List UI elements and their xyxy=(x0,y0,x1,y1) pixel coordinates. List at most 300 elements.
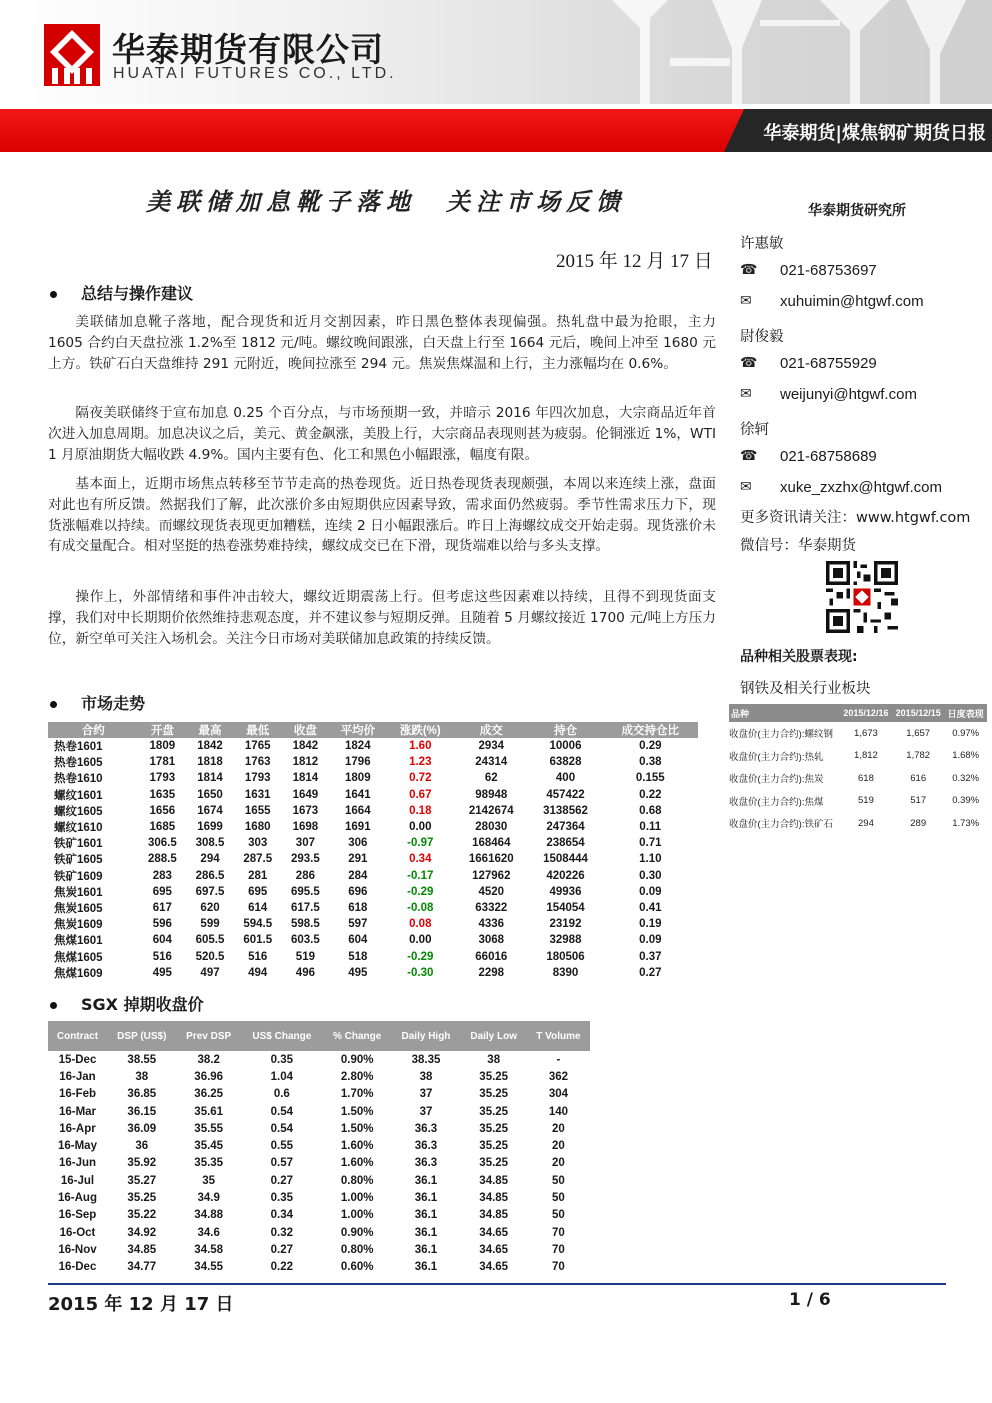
table-cell: 螺纹1610 xyxy=(54,822,103,835)
table-cell: 0.11 xyxy=(639,821,662,834)
bullet-icon xyxy=(50,1002,57,1009)
table-cell: 1,657 xyxy=(906,727,931,739)
table-cell: 螺纹1605 xyxy=(54,805,103,818)
table-cell: 0.55 xyxy=(270,1140,294,1153)
table-cell: 0.30 xyxy=(639,869,662,882)
table-row xyxy=(48,803,698,819)
table-cell: 32988 xyxy=(549,934,582,947)
table-cell: 618 xyxy=(858,772,874,784)
table-cell: 420226 xyxy=(546,869,585,882)
table-cell: 1673 xyxy=(292,804,319,817)
table-cell: 1.60% xyxy=(340,1140,374,1153)
table-cell: 1.04 xyxy=(270,1070,294,1083)
table-cell: 288.5 xyxy=(147,853,177,866)
table-cell: 1796 xyxy=(345,756,371,769)
table-row xyxy=(48,884,698,900)
table-cell: 1,782 xyxy=(906,750,931,762)
table-cell: 599 xyxy=(200,918,220,931)
table-cell: 293.5 xyxy=(291,853,320,866)
report-tag: 华泰期货|煤焦钢矿期货日报 xyxy=(763,123,986,144)
table-cell: 597 xyxy=(348,918,368,931)
table-cell: 238654 xyxy=(546,837,585,850)
table-cell: 0.27 xyxy=(270,1243,294,1256)
table-cell: 518 xyxy=(348,950,368,963)
table-cell: 247364 xyxy=(546,821,585,834)
table-cell: 0.19 xyxy=(639,918,662,931)
table-cell: 1698 xyxy=(292,821,319,834)
table-cell: 0.90% xyxy=(340,1053,374,1066)
table-header: DSP (US$) xyxy=(107,1021,177,1051)
company-logo xyxy=(44,24,100,86)
table-cell: 2934 xyxy=(478,740,505,753)
table-cell: 0.08 xyxy=(409,918,432,931)
table-cell: 34.6 xyxy=(197,1226,220,1239)
table-cell: 0.27 xyxy=(639,966,662,979)
analyst-name: 尉俊毅 xyxy=(740,329,784,345)
table-row xyxy=(48,1241,590,1258)
table-cell: 35.27 xyxy=(127,1174,157,1187)
section-heading-market xyxy=(50,691,145,714)
table-cell: 16-Jun xyxy=(58,1157,97,1170)
table-cell: 35.25 xyxy=(127,1192,157,1205)
analyst-phone: 021-68753697 xyxy=(780,262,877,279)
table-cell: 1.60 xyxy=(409,740,432,753)
table-cell: 1763 xyxy=(244,756,271,769)
table-cell: 0.54 xyxy=(270,1105,294,1118)
table-row xyxy=(48,1068,590,1085)
table-cell: 铁矿1609 xyxy=(54,870,103,883)
table-cell: 1,812 xyxy=(854,750,878,762)
table-cell: 281 xyxy=(248,869,268,882)
table-cell: 50 xyxy=(552,1209,565,1222)
table-cell: 34.65 xyxy=(479,1243,509,1256)
table-header: Daily Low xyxy=(461,1021,527,1051)
table-cell: 37 xyxy=(419,1088,433,1101)
table-cell: 4336 xyxy=(478,918,505,931)
table-cell: 1649 xyxy=(292,788,319,801)
table-cell: 热卷1605 xyxy=(54,757,103,770)
table-cell: 38 xyxy=(419,1070,433,1083)
stock-performance-heading: 品种相关股票表现: xyxy=(740,649,858,665)
table-cell: 0.155 xyxy=(635,772,665,785)
table-cell: 35.25 xyxy=(479,1122,509,1135)
table-row xyxy=(48,754,698,770)
table-cell: 38.35 xyxy=(411,1053,441,1066)
table-cell: 1.50% xyxy=(340,1105,374,1118)
table-row xyxy=(48,948,698,964)
table-cell: 1.00% xyxy=(340,1209,374,1222)
email-icon: ✉ xyxy=(740,293,752,309)
table-cell: 收盘价(主力合约):焦炭 xyxy=(729,774,824,786)
table-cell: 1824 xyxy=(345,740,371,753)
table-cell: 1.73% xyxy=(952,817,980,829)
table-cell: 0.09 xyxy=(639,885,662,898)
table-cell: 1635 xyxy=(149,788,176,801)
table-row xyxy=(729,722,987,745)
table-cell: 362 xyxy=(548,1070,568,1083)
table-cell: 焦煤1609 xyxy=(54,967,103,980)
table-row xyxy=(48,1137,590,1154)
analyst-name: 徐轲 xyxy=(740,422,769,438)
table-cell: 519 xyxy=(295,950,315,963)
footer-divider xyxy=(48,1283,946,1285)
table-cell: 34.65 xyxy=(479,1261,509,1274)
table-cell: 1809 xyxy=(149,740,176,753)
table-cell: 23192 xyxy=(549,918,582,931)
table-cell: 0.32% xyxy=(952,772,980,784)
table-cell: 收盘价(主力合约):焦煤 xyxy=(729,796,824,808)
table-cell: 50 xyxy=(552,1174,565,1187)
table-cell: 16-Oct xyxy=(59,1226,96,1239)
table-cell: 3068 xyxy=(478,934,505,947)
table-header: Contract xyxy=(48,1021,107,1051)
table-cell: 焦煤1601 xyxy=(54,935,103,948)
table-cell: 35.25 xyxy=(479,1088,509,1101)
table-cell: 1.50% xyxy=(340,1122,374,1135)
table-cell: 焦炭1605 xyxy=(54,902,103,915)
table-cell: 1793 xyxy=(244,772,271,785)
table-cell: 98948 xyxy=(475,788,508,801)
table-row xyxy=(48,851,698,867)
table-cell: 1818 xyxy=(197,756,223,769)
table-cell: 304 xyxy=(548,1088,568,1101)
table-cell: 49936 xyxy=(549,885,582,898)
table-cell: 34.85 xyxy=(479,1209,509,1222)
table-cell: 519 xyxy=(858,795,874,807)
table-header: 涨跌(%) xyxy=(386,722,454,738)
table-cell: 2142674 xyxy=(468,804,514,817)
table-cell: 热卷1610 xyxy=(54,773,103,786)
table-header: 合约 xyxy=(48,722,138,738)
table-cell: 0.68 xyxy=(639,804,662,817)
table-cell: 0.34 xyxy=(409,853,432,866)
table-cell: -0.30 xyxy=(407,966,434,979)
table-cell: 16-Mar xyxy=(58,1105,97,1118)
table-cell: 604 xyxy=(152,934,172,947)
table-cell: 0.80% xyxy=(340,1174,374,1187)
table-cell: 焦炭1609 xyxy=(54,919,103,932)
table-header: T Volume xyxy=(527,1021,590,1051)
table-header: Prev DSP xyxy=(177,1021,241,1051)
table-cell: 36.1 xyxy=(414,1209,438,1222)
table-cell: 63322 xyxy=(475,901,508,914)
table-header-row xyxy=(729,704,987,722)
table-cell: 36 xyxy=(135,1140,149,1153)
table-header: 成交 xyxy=(454,722,528,738)
table-cell: 1814 xyxy=(197,772,223,785)
table-row xyxy=(48,868,698,884)
section-heading-summary xyxy=(50,281,193,304)
table-row xyxy=(48,965,698,981)
table-cell: 36.1 xyxy=(414,1261,438,1274)
table-cell: - xyxy=(556,1053,561,1066)
table-cell: 螺纹1601 xyxy=(54,789,103,802)
company-name-en: HUATAI FUTURES CO., LTD. xyxy=(113,65,397,82)
analyst-phone: 021-68755929 xyxy=(780,355,877,372)
table-cell: 1793 xyxy=(149,772,176,785)
table-row xyxy=(48,1224,590,1241)
table-cell: 16-Dec xyxy=(58,1261,97,1274)
table-cell: 36.85 xyxy=(127,1088,157,1101)
analyst-email[interactable]: weijunyi@htgwf.com xyxy=(780,386,917,403)
phone-icon: ☎ xyxy=(740,355,758,371)
table-cell: 400 xyxy=(555,772,576,785)
paragraph: 美联储加息靴子落地，配合现货和近月交割因素，昨日黑色整体表现偏强。热轧盘中最为抢眼，主力 1605 合约白天盘拉涨 1.2%至 1812 元/吨。螺纹晚间跟涨，白天盘上行至 1664 元后，晚间上冲至 1680 元上方。铁矿石白天盘维持 291 元附近，晚间拉涨至 294 元。焦炭焦煤温和上行，主力涨幅均在 0.6%。 xyxy=(48,314,716,372)
table-cell: 0.90% xyxy=(340,1226,374,1239)
table-header-row xyxy=(48,1021,590,1051)
table-cell: 0.34 xyxy=(270,1209,294,1222)
table-cell: 1842 xyxy=(197,740,223,753)
table-cell: 0.80% xyxy=(340,1243,374,1256)
table-cell: 铁矿1605 xyxy=(54,854,103,867)
table-row xyxy=(48,1189,590,1206)
table-cell: 603.5 xyxy=(291,934,320,947)
table-cell: 1.10 xyxy=(639,853,662,866)
table-cell: 16-Jan xyxy=(59,1070,96,1083)
table-cell: 36.1 xyxy=(414,1192,438,1205)
table-cell: 34.85 xyxy=(479,1174,509,1187)
section-heading-text: 市场走势 xyxy=(81,694,146,713)
table-cell: 38.55 xyxy=(127,1053,157,1066)
table-cell: 0.97% xyxy=(952,727,980,739)
table-cell: 35.25 xyxy=(479,1140,509,1153)
table-cell: 1650 xyxy=(197,788,223,801)
table-cell: 1814 xyxy=(292,772,319,785)
table-cell: 35.61 xyxy=(194,1105,224,1118)
table-cell: 10006 xyxy=(549,740,582,753)
table-cell: 617 xyxy=(152,901,172,914)
table-row xyxy=(729,745,987,768)
table-cell: 1.00% xyxy=(340,1192,374,1205)
table-cell: 0.18 xyxy=(409,804,432,817)
qr-code-icon xyxy=(826,561,898,633)
table-cell: -0.17 xyxy=(407,869,434,882)
table-cell: 0.60% xyxy=(340,1261,374,1274)
table-cell: 495 xyxy=(152,966,172,979)
table-cell: 34.65 xyxy=(479,1226,509,1239)
table-cell: 34.77 xyxy=(127,1261,157,1274)
table-cell: 1809 xyxy=(345,772,371,785)
table-cell: 494 xyxy=(248,966,268,979)
table-cell: 20 xyxy=(552,1157,565,1170)
table-row xyxy=(48,835,698,851)
more-info-link[interactable]: 更多资讯请关注：www.htgwf.com xyxy=(740,510,971,526)
table-cell: 28030 xyxy=(475,821,508,834)
table-cell: 36.25 xyxy=(194,1088,224,1101)
table-cell: 605.5 xyxy=(195,934,225,947)
table-cell: 303 xyxy=(248,837,268,850)
table-cell: 618 xyxy=(348,901,368,914)
table-cell: 598.5 xyxy=(291,918,320,931)
table-cell: 15-Dec xyxy=(58,1053,97,1066)
table-header: % Change xyxy=(323,1021,391,1051)
table-cell: 66016 xyxy=(475,950,508,963)
table-cell: 1699 xyxy=(197,821,223,834)
table-cell: 614 xyxy=(248,901,268,914)
table-cell: 286.5 xyxy=(195,869,225,882)
table-cell: 35.45 xyxy=(194,1140,224,1153)
table-cell: 36.3 xyxy=(414,1122,438,1135)
table-cell: 收盘价(主力合约):螺纹钢 xyxy=(729,729,833,741)
bullet-icon xyxy=(50,291,57,298)
table-cell: 695.5 xyxy=(291,885,320,898)
table-cell: 16-Jul xyxy=(60,1174,95,1187)
table-cell: 0.67 xyxy=(409,788,432,801)
table-cell: 1680 xyxy=(244,821,271,834)
table-cell: 516 xyxy=(248,950,268,963)
stock-table xyxy=(729,704,987,835)
table-cell: 0.54 xyxy=(270,1122,294,1135)
paragraph: 基本面上，近期市场焦点转移至节节走高的热卷现货。近日热卷现货表现颇强，本周以来连续上涨，盘面对此也有所反馈。然据我们了解，此次涨价多由短期供应因素导致，需求面仍然疲弱。季节性需求压力下，现货涨幅难以持续。而螺纹现货表现更加糟糕，连续 2 日小幅跟涨后。昨日上海螺纹成交开始走弱。现货涨价未有成交量配合。相对坚挺的热卷涨势难持续，螺纹成交已在下滑，现货端难以给与多头支撑。 xyxy=(48,476,716,555)
table-cell: 35 xyxy=(202,1174,216,1187)
table-cell: 520.5 xyxy=(195,950,225,963)
table-header: 2015/12/16 xyxy=(840,704,892,722)
table-cell: 34.58 xyxy=(194,1243,224,1256)
table-cell: 0.27 xyxy=(270,1174,294,1187)
table-cell: 594.5 xyxy=(243,918,273,931)
table-cell: 35.25 xyxy=(479,1070,509,1083)
table-cell: 38.2 xyxy=(197,1053,220,1066)
table-cell: 168464 xyxy=(472,837,511,850)
table-row xyxy=(48,1172,590,1189)
table-cell: 收盘价(主力合约):热轧 xyxy=(729,751,824,763)
table-cell: 1661620 xyxy=(468,853,514,866)
table-cell: 收盘价(主力合约):铁矿石 xyxy=(729,819,833,831)
table-row xyxy=(729,812,987,835)
table-cell: 70 xyxy=(552,1243,565,1256)
table-cell: 36.3 xyxy=(414,1157,438,1170)
table-cell: 1691 xyxy=(345,821,371,834)
table-cell: 20 xyxy=(552,1122,565,1135)
table-header: 品种 xyxy=(729,704,840,722)
table-cell: 286 xyxy=(295,869,315,882)
email-icon: ✉ xyxy=(740,386,752,402)
wechat-id: 微信号：华泰期货 xyxy=(740,538,856,554)
table-cell: 0.6 xyxy=(273,1088,290,1101)
table-cell: 1674 xyxy=(197,804,223,817)
table-cell: 70 xyxy=(552,1261,565,1274)
section-heading-sgx xyxy=(50,992,204,1015)
analyst-email[interactable]: xuke_zxzhx@htgwf.com xyxy=(780,479,942,496)
table-cell: 601.5 xyxy=(243,934,273,947)
table-cell: 34.88 xyxy=(194,1209,224,1222)
table-cell: 36.3 xyxy=(414,1140,438,1153)
table-cell: 焦炭1601 xyxy=(54,886,103,899)
table-header: 持仓 xyxy=(528,722,602,738)
table-cell: 287.5 xyxy=(243,853,273,866)
table-cell: 34.92 xyxy=(127,1226,157,1239)
table-cell: 34.85 xyxy=(127,1243,157,1256)
table-cell: 596 xyxy=(152,918,172,931)
table-cell: 1664 xyxy=(345,804,371,817)
table-cell: 697.5 xyxy=(195,885,225,898)
table-header: 2015/12/15 xyxy=(892,704,944,722)
market-table xyxy=(48,722,698,981)
table-cell: 289 xyxy=(910,817,927,829)
table-cell: 140 xyxy=(548,1105,568,1118)
table-cell: 308.5 xyxy=(195,837,225,850)
table-cell: 0.38 xyxy=(639,756,662,769)
table-cell: 517 xyxy=(910,795,927,807)
phone-icon: ☎ xyxy=(740,448,758,464)
table-cell: 0.39% xyxy=(952,795,980,807)
analyst-email[interactable]: xuhuimin@htgwf.com xyxy=(780,293,924,310)
email-icon: ✉ xyxy=(740,479,752,495)
table-cell: 1765 xyxy=(244,740,271,753)
table-cell: 1508444 xyxy=(543,853,588,866)
table-cell: 36.1 xyxy=(414,1243,438,1256)
table-cell: 0.22 xyxy=(639,788,662,801)
institute-name: 华泰期货研究所 xyxy=(808,203,906,219)
table-cell: 180506 xyxy=(546,950,585,963)
table-header: Daily High xyxy=(391,1021,460,1051)
section-heading-text: 总结与操作建议 xyxy=(81,284,194,303)
table-cell: 34.55 xyxy=(194,1261,224,1274)
table-cell: 34.85 xyxy=(479,1192,509,1205)
phone-icon: ☎ xyxy=(740,262,758,278)
table-header: 最低 xyxy=(234,722,282,738)
table-cell: 307 xyxy=(295,837,315,850)
page-header xyxy=(0,0,992,152)
table-cell: 35.25 xyxy=(479,1105,509,1118)
table-cell: 496 xyxy=(295,966,315,979)
table-cell: 696 xyxy=(348,885,368,898)
table-cell: 50 xyxy=(552,1192,565,1205)
table-cell: 70 xyxy=(552,1226,565,1239)
table-cell: 35.22 xyxy=(127,1209,157,1222)
table-row xyxy=(729,790,987,813)
table-cell: 294 xyxy=(858,817,874,829)
table-cell: 306.5 xyxy=(147,837,177,850)
table-cell: 38 xyxy=(135,1070,149,1083)
table-cell: 0.00 xyxy=(409,934,432,947)
table-cell: 37 xyxy=(419,1105,433,1118)
sector-label: 钢铁及相关行业板块 xyxy=(740,681,871,697)
table-cell: 35.55 xyxy=(194,1122,224,1135)
table-cell: 0.37 xyxy=(639,950,662,963)
table-cell: 0.00 xyxy=(409,821,432,834)
table-cell: 0.57 xyxy=(270,1157,294,1170)
table-header-row xyxy=(48,722,698,738)
table-cell: 2.80% xyxy=(340,1070,374,1083)
table-cell: 617.5 xyxy=(291,901,320,914)
section-heading-text: SGX 掉期收盘价 xyxy=(81,995,204,1014)
table-cell: 35.92 xyxy=(127,1157,157,1170)
report-date: 2015 年 12 月 17 日 xyxy=(556,251,713,272)
table-cell: 695 xyxy=(248,885,268,898)
footer-date: 2015 年 12 月 17 日 xyxy=(48,1294,234,1315)
table-cell: 16-Apr xyxy=(59,1122,96,1135)
table-row xyxy=(48,900,698,916)
table-row xyxy=(48,819,698,835)
table-cell: 铁矿1601 xyxy=(54,838,103,851)
table-cell: -0.97 xyxy=(407,837,434,850)
table-cell: 1.23 xyxy=(409,756,432,769)
table-cell: 20 xyxy=(552,1140,565,1153)
table-cell: 1641 xyxy=(345,788,371,801)
table-cell: 焦煤1605 xyxy=(54,951,103,964)
table-cell: 36.1 xyxy=(414,1226,438,1239)
table-row xyxy=(48,916,698,932)
table-cell: 16-Aug xyxy=(58,1192,97,1205)
table-header: 成交持仓比 xyxy=(603,722,698,738)
table-cell: 1812 xyxy=(292,756,319,769)
table-cell: 495 xyxy=(348,966,368,979)
table-cell: 1781 xyxy=(149,756,176,769)
table-cell: 34.9 xyxy=(197,1192,220,1205)
table-row xyxy=(48,1155,590,1172)
table-cell: 0.71 xyxy=(639,837,662,850)
